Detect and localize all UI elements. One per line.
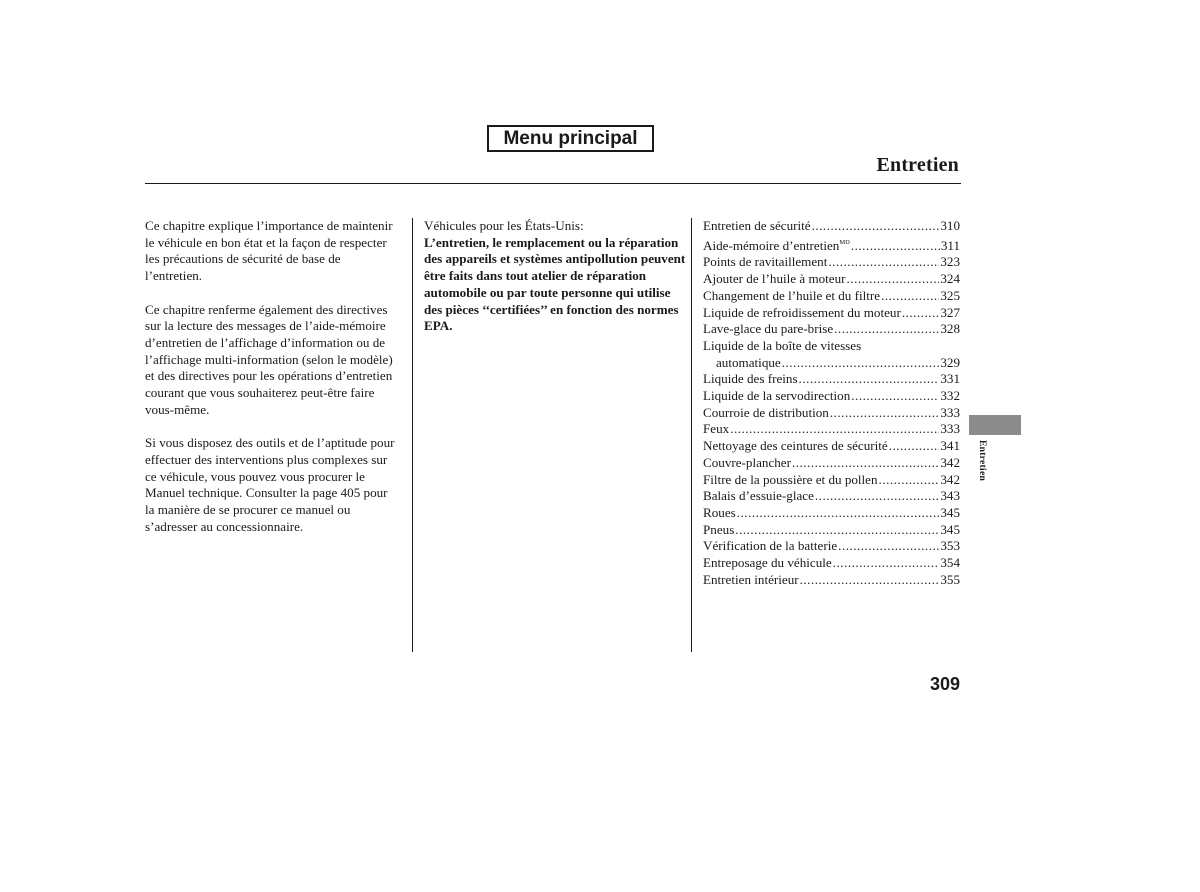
toc-label: Entretien intérieur <box>703 571 799 587</box>
trademark-superscript: MD <box>839 238 850 246</box>
toc-page: 324 <box>940 271 960 287</box>
toc-label: Feux <box>703 421 730 437</box>
table-of-contents <box>703 218 960 588</box>
intro-paragraph-3: Si vous disposez des outils et de l’aptitude pour effectuer des interventions plus complexes sur ce véhicule, vous pouvez vous procurer le Manuel technique. Consulter la page 405 pour la manière de se procurer ce manuel ou s’adresser au concessionnaire. <box>145 435 395 534</box>
toc-label: Balais d’essuie-glace <box>703 488 814 504</box>
menu-principal-button[interactable]: Menu principal <box>487 125 654 152</box>
toc-entry-roues[interactable] <box>703 505 960 522</box>
toc-entry-pneus[interactable] <box>703 522 960 539</box>
toc-page: 328 <box>940 321 960 337</box>
toc-leader <box>799 371 940 388</box>
toc-entry-aide-memoire[interactable] <box>703 235 960 255</box>
toc-page: 343 <box>940 488 960 504</box>
toc-label: Ajouter de l’huile à moteur <box>703 271 846 287</box>
toc-page: 323 <box>940 254 960 270</box>
toc-leader <box>889 438 940 455</box>
toc-entry-feux[interactable] <box>703 421 960 438</box>
intro-paragraph-2: Ce chapitre renferme également des directives sur la lecture des messages de l’aide-mémoire d’entretien de l’affichage d’information ou de l’affichage multi-information (selon le modèle) et des directives pour les opérations d’entretien courant que vous souhaiterez peut-être faire vous-même. <box>145 301 393 417</box>
toc-page: 342 <box>940 471 960 487</box>
toc-entry-ceintures-securite[interactable] <box>703 438 960 455</box>
toc-page: 325 <box>940 287 960 303</box>
toc-page: 331 <box>940 371 960 387</box>
toc-page: 354 <box>940 555 960 571</box>
toc-entry-couvre-plancher[interactable] <box>703 455 960 472</box>
toc-entry-ajouter-huile[interactable] <box>703 271 960 288</box>
toc-leader <box>730 421 939 438</box>
toc-label: Lave-glace du pare-brise <box>703 321 834 337</box>
toc-label: Aide-mémoire d’entretien$^{MD}$ <box>703 237 850 253</box>
page-number: 309 <box>929 674 960 694</box>
toc-entry-batterie[interactable] <box>703 538 960 555</box>
toc-page: 333 <box>940 421 960 437</box>
toc-leader <box>782 355 940 372</box>
toc-label: Courroie de distribution <box>703 404 829 420</box>
toc-page: 345 <box>940 504 960 520</box>
toc-leader <box>792 455 939 472</box>
toc-entry-balais-essuie-glace[interactable] <box>703 488 960 505</box>
emissions-notice: L’entretien, le remplacement ou la réparation des appareils et systèmes antipollution peuvent être faits dans tout atelier de réparation automobile ou par toute personne qui utilise des pièces ‘‘certifiées’’ en fonction des normes EPA. <box>424 234 686 334</box>
toc-page: 332 <box>940 388 960 404</box>
emissions-intro: Véhicules pour les États-Unis: <box>424 218 584 233</box>
toc-entry-boite-vitesses[interactable] <box>703 338 960 355</box>
toc-leader <box>830 405 940 422</box>
toc-label: Roues <box>703 504 736 520</box>
toc-label: Liquide de la boîte de vitesses <box>703 337 862 353</box>
toc-label: Vérification de la batterie <box>703 538 838 554</box>
toc-label: Pneus <box>703 521 735 537</box>
toc-leader <box>847 271 940 288</box>
toc-entry-lave-glace[interactable] <box>703 321 960 338</box>
toc-label: Couvre-plancher <box>703 454 791 470</box>
toc-label: Changement de l’huile et du filtre <box>703 287 881 303</box>
toc-leader <box>828 254 939 271</box>
toc-entry-liquide-freins[interactable] <box>703 371 960 388</box>
toc-page: 333 <box>940 404 960 420</box>
toc-leader <box>851 238 940 255</box>
toc-leader <box>812 218 940 235</box>
toc-leader <box>737 505 940 522</box>
toc-label: Liquide de la servodirection <box>703 388 851 404</box>
toc-page: 355 <box>940 571 960 587</box>
section-title: Entretien <box>876 154 959 176</box>
toc-leader <box>902 305 940 322</box>
toc-leader <box>834 321 939 338</box>
toc-leader <box>838 538 939 555</box>
toc-page: 310 <box>940 218 960 233</box>
section-tab-label: Entretien <box>977 440 987 482</box>
toc-page: 342 <box>940 454 960 470</box>
toc-entry-servodirection[interactable] <box>703 388 960 405</box>
toc-label: Liquide de refroidissement du moteur <box>703 304 901 320</box>
toc-entry-entreposage[interactable] <box>703 555 960 572</box>
toc-page: 345 <box>940 521 960 537</box>
toc-leader <box>881 288 939 305</box>
header-divider <box>145 183 961 184</box>
toc-page: 341 <box>940 438 960 454</box>
toc-entry-points-ravitaillement[interactable] <box>703 254 960 271</box>
toc-page: 329 <box>940 354 960 370</box>
intro-column <box>145 218 400 552</box>
toc-entry-entretien-securite[interactable] <box>703 218 960 235</box>
toc-leader <box>800 572 940 589</box>
toc-leader <box>851 388 939 405</box>
toc-label: Entreposage du véhicule <box>703 555 832 571</box>
toc-entry-boite-vitesses-automatique[interactable] <box>703 355 960 372</box>
toc-label: Entretien de sécurité <box>703 218 811 233</box>
toc-page: 311 <box>940 237 960 253</box>
column-divider-2 <box>691 218 692 652</box>
toc-leader <box>833 555 940 572</box>
toc-entry-changement-huile[interactable] <box>703 288 960 305</box>
toc-leader <box>735 522 939 539</box>
toc-entry-entretien-interieur[interactable] <box>703 572 960 589</box>
section-tab[interactable] <box>969 415 1021 435</box>
toc-label: Nettoyage des ceintures de sécurité <box>703 438 888 454</box>
emissions-column <box>424 218 686 335</box>
toc-label: Filtre de la poussière et du pollen <box>703 471 878 487</box>
toc-entry-liquide-refroidissement[interactable] <box>703 305 960 322</box>
toc-entry-courroie-distribution[interactable] <box>703 405 960 422</box>
toc-label: Liquide des freins <box>703 371 798 387</box>
toc-page: 353 <box>940 538 960 554</box>
toc-page: 327 <box>940 304 960 320</box>
intro-paragraph-1: Ce chapitre explique l’importance de maintenir le véhicule en bon état et la façon de respecter les précautions de sécurité de base de l’entretien. <box>145 218 393 284</box>
toc-entry-filtre-poussiere[interactable] <box>703 472 960 489</box>
toc-leader <box>815 488 939 505</box>
column-divider-1 <box>412 218 413 652</box>
toc-label: automatique <box>716 354 781 370</box>
toc-leader <box>879 472 940 489</box>
toc-label: Points de ravitaillement <box>703 254 828 270</box>
